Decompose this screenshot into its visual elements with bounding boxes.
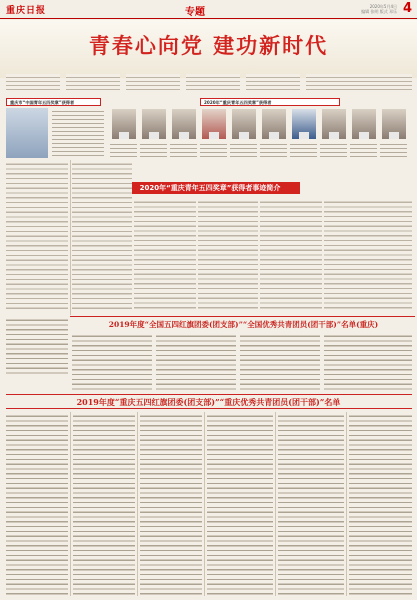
portrait-caption <box>290 141 317 157</box>
story-column <box>6 160 68 310</box>
portrait-caption <box>320 141 347 157</box>
page-number: 4 <box>402 1 412 16</box>
portrait-photo <box>112 109 136 139</box>
portrait-gallery <box>110 109 415 165</box>
masthead <box>0 0 417 19</box>
intro-column <box>358 74 412 92</box>
story-column <box>134 198 196 310</box>
name-list <box>240 332 320 390</box>
name-list <box>207 412 273 596</box>
portrait-caption <box>140 141 167 157</box>
portrait-photo <box>382 109 406 139</box>
name-list <box>73 412 135 596</box>
intro-column <box>126 74 180 92</box>
column-divider <box>204 412 205 596</box>
name-list <box>72 332 152 390</box>
story-column <box>198 198 258 310</box>
lead-profile-text <box>52 108 104 156</box>
name-list <box>140 412 202 596</box>
story-column <box>324 198 412 310</box>
portrait-photo <box>262 109 286 139</box>
portrait-photo <box>142 109 166 139</box>
column-divider <box>70 160 71 315</box>
band-rule <box>6 394 412 395</box>
name-list <box>6 316 68 376</box>
subbox-chongqing-award: 2020年“重庆青年五四奖章”获得者 <box>200 98 340 106</box>
newspaper-logo: 重庆日报 <box>6 6 47 16</box>
masthead-meta <box>361 4 397 14</box>
section-label: 专题 <box>185 7 205 18</box>
portrait-photo <box>352 109 376 139</box>
portrait-caption <box>170 141 197 157</box>
name-list <box>349 412 412 596</box>
portrait-caption <box>260 141 287 157</box>
column-divider <box>275 412 276 596</box>
portrait-photo <box>292 109 316 139</box>
portrait-caption <box>110 141 137 157</box>
band-title-chongqing: 2019年度“重庆五四红旗团委(团支部)”“重庆优秀共青团员(团干部)”名单 <box>76 397 341 407</box>
portrait-caption <box>200 141 227 157</box>
portrait-photo <box>232 109 256 139</box>
lead-portrait-photo <box>6 108 48 158</box>
column-divider <box>137 412 138 596</box>
portrait-photo <box>202 109 226 139</box>
name-list <box>156 332 236 390</box>
intro-column <box>306 74 360 92</box>
band-title-national: 2019年度“全国五四红旗团委(团支部)”“全国优秀共青团员(团干部)”名单(重庆) <box>108 320 379 329</box>
column-divider <box>346 412 347 596</box>
intro-column <box>6 74 60 92</box>
band-rule <box>70 316 415 317</box>
intro-column <box>66 74 120 92</box>
portrait-photo <box>172 109 196 139</box>
intro-column <box>246 74 300 92</box>
portrait-photo <box>322 109 346 139</box>
portrait-caption <box>350 141 377 157</box>
story-column <box>260 198 322 310</box>
name-list <box>6 412 68 596</box>
portrait-caption <box>230 141 257 157</box>
subbox-national-award: 重庆市“中国青年五四奖章”获得者 <box>6 98 101 106</box>
name-list <box>324 332 412 390</box>
portrait-caption <box>380 141 407 157</box>
page-headline: 青春心向党 建功新时代 <box>88 33 329 58</box>
column-divider <box>70 412 71 596</box>
section-banner: 2020年“重庆青年五四奖章”获得者事迹简介 <box>120 182 300 194</box>
name-list <box>278 412 344 596</box>
date-line: 2020年5月4日 <box>369 4 397 9</box>
band-rule <box>6 408 412 409</box>
story-column <box>72 160 132 310</box>
editor-line: 编辑 张明 版式 邓乐 <box>361 9 397 14</box>
intro-column <box>186 74 240 92</box>
